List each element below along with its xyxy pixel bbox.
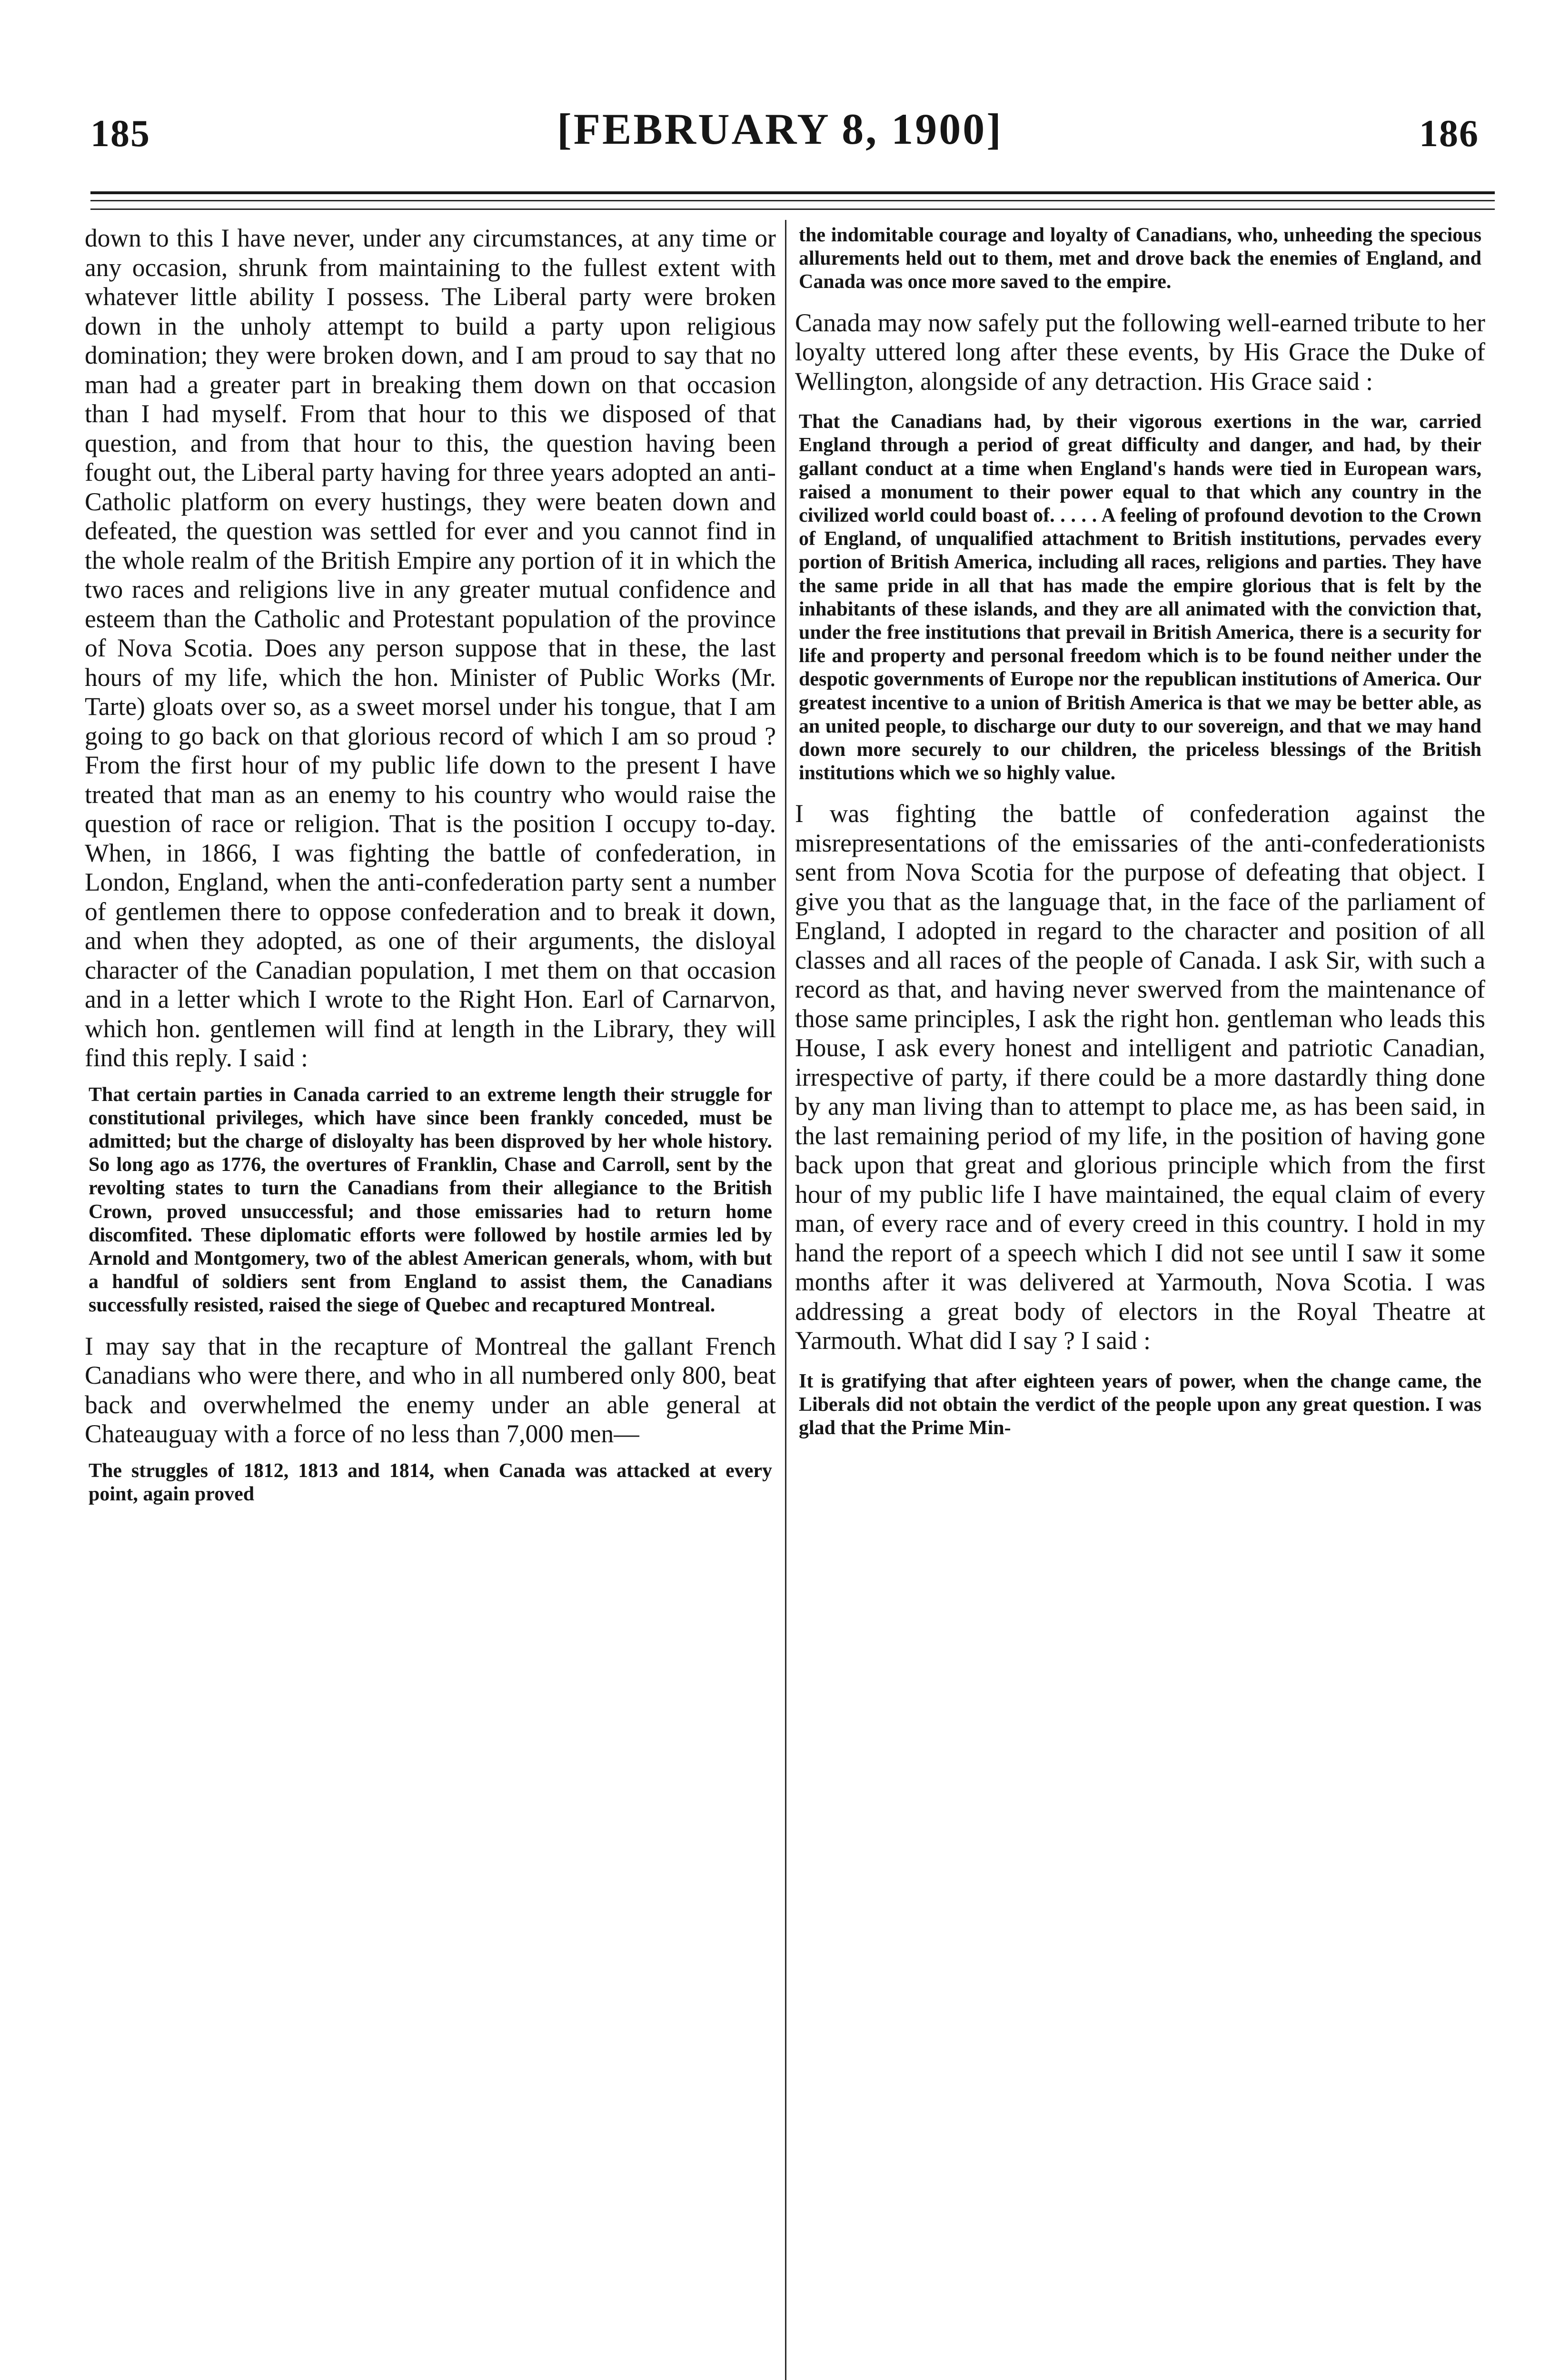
left-quote-1: That certain parties in Canada carried to an extreme length their struggle for constitutional privileges, which have since been frankly conceded, must be admitted; but the charge of disloyalty has been disproved by her whole history. So long ago as 1776, the overtures of Franklin, Chase and Carroll, sent by the revolting states to turn the Canadians from their allegiance to the British Crown, proved unsuccessful; and those emissaries had to return home discomfited. These diplomatic efforts were followed by hostile armies led by Arnold and Montgomery, two of the ablest American generals, whom, with but a handful of soldiers sent from England to assist them, the Canadians successfully resisted, raised the siege of Quebec and recaptured Montreal. <box>89 1083 772 1317</box>
page-header <box>0 0 1560 162</box>
right-page-number: 186 <box>1419 113 1479 155</box>
header-rule-bottom <box>90 208 1495 210</box>
header-rule-middle <box>90 200 1495 201</box>
left-quote-2: The struggles of 1812, 1813 and 1814, when Canada was attacked at every point, again proved <box>89 1459 772 1505</box>
right-column <box>795 224 1485 2380</box>
header-rule-top <box>90 191 1495 194</box>
right-quote-3: It is gratifying that after eighteen years of power, when the change came, the Liberals did not obtain the verdict of the people upon any great question. I was glad that the Prime Min- <box>799 1370 1481 1439</box>
right-quote-1: the indomitable courage and loyalty of Canadians, who, unheeding the specious allurements held out to them, met and drove back the enemies of England, and Canada was once more saved to the empire. <box>799 224 1481 293</box>
left-page-number: 185 <box>90 113 150 155</box>
right-paragraph-1: Canada may now safely put the following well-earned tribute to her loyalty uttered long after these events, by His Grace the Duke of Wellington, alongside of any detraction. His Grace said : <box>795 308 1485 396</box>
column-divider <box>785 220 786 2380</box>
right-paragraph-2: I was fighting the battle of confederation against the misrepresentations of the emissaries of the anti-confederationists sent from Nova Scotia for the purpose of defeating that object. I give you that as the language that, in the face of the parliament of England, I adopted in regard to the character and position of all classes and all races of the people of Canada. I ask Sir, with such a record as that, and having never swerved from the maintenance of those same principles, I ask the right hon. gentleman who leads this House, I ask every honest and intelligent and patriotic Canadian, irrespective of party, if there could be a more dastardly thing done by any man living than to attempt to place me, as has been said, in the last remaining period of my life, in the position of having gone back upon that great and glorious principle which from the first hour of my public life I have maintained, the equal claim of every man, of every race and of every creed in this country. I hold in my hand the report of a speech which I did not see until I saw it some months after it was delivered at Yarmouth, Nova Scotia. I was addressing a great body of electors in the Royal Theatre at Yarmouth. What did I say ? I said : <box>795 799 1485 1355</box>
left-paragraph-1: down to this I have never, under any circumstances, at any time or any occasion, shrunk from maintaining to the fullest extent with whatever little ability I possess. The Liberal party were broken down in the unholy attempt to build a party upon religious domination; they were broken down, and I am proud to say that no man had a greater part in breaking them down on that occasion than I had myself. From that hour to this we disposed of that question, and from that hour to this, the question having been fought out, the Liberal party having for three years adopted an anti-Catholic platform on every hustings, they were beaten down and defeated, the question was settled for ever and you cannot find in the whole realm of the British Empire any portion of it in which the two races and religions live in any greater mutual confidence and esteem than the Catholic and Protestant population of the province of Nova Scotia. Does any person suppose that in these, the last hours of my life, which the hon. Minister of Public Works (Mr. Tarte) gloats over so, as a sweet morsel under his tongue, that I am going to go back on that glorious record of which I am so proud ? From the first hour of my public life down to the present I have treated that man as an enemy to his country who would raise the question of race or religion. That is the position I occupy to-day. When, in 1866, I was fighting the battle of confederation, in London, England, when the anti-confederation party sent a number of gentlemen there to oppose confederation and to break it down, and when they adopted, as one of their arguments, the disloyal character of the Canadian population, I met them on that occasion and in a letter which I wrote to the Right Hon. Earl of Carnarvon, which hon. gentlemen will find at length in the Library, they will find this reply. I said : <box>85 224 776 1072</box>
right-quote-2: That the Canadians had, by their vigorous exertions in the war, carried England through a period of great difficulty and danger, and had, by their gallant conduct at a time when England's hands were tied in European wars, raised a monument to their power equal to that which any country in the civilized world could boast of. . . . . A feeling of profound devotion to the Crown of England, of unqualified attachment to British institutions, pervades every portion of British America, including all races, religions and parties. They have the same pride in all that has made the empire glorious that is felt by the inhabitants of these islands, and they are all animated with the conviction that, under the free institutions that prevail in British America, there is a security for life and property and personal freedom which is to be found neither under the despotic governments of Europe nor the republican institutions of America. Our greatest incentive to a union of British America is that we may be better able, as an united people, to discharge our duty to our sovereign, and that we may hand down more securely to our children, the priceless blessings of the British institutions which we so highly value. <box>799 411 1481 784</box>
left-paragraph-2: I may say that in the recapture of Montreal the gallant French Canadians who were there, and who in all numbered only 800, beat back and overwhelmed the enemy under an able general at Chateauguay with a force of no less than 7,000 men— <box>85 1331 776 1448</box>
page-date: [FEBRUARY 8, 1900] <box>557 105 1003 153</box>
left-column <box>85 224 776 2380</box>
